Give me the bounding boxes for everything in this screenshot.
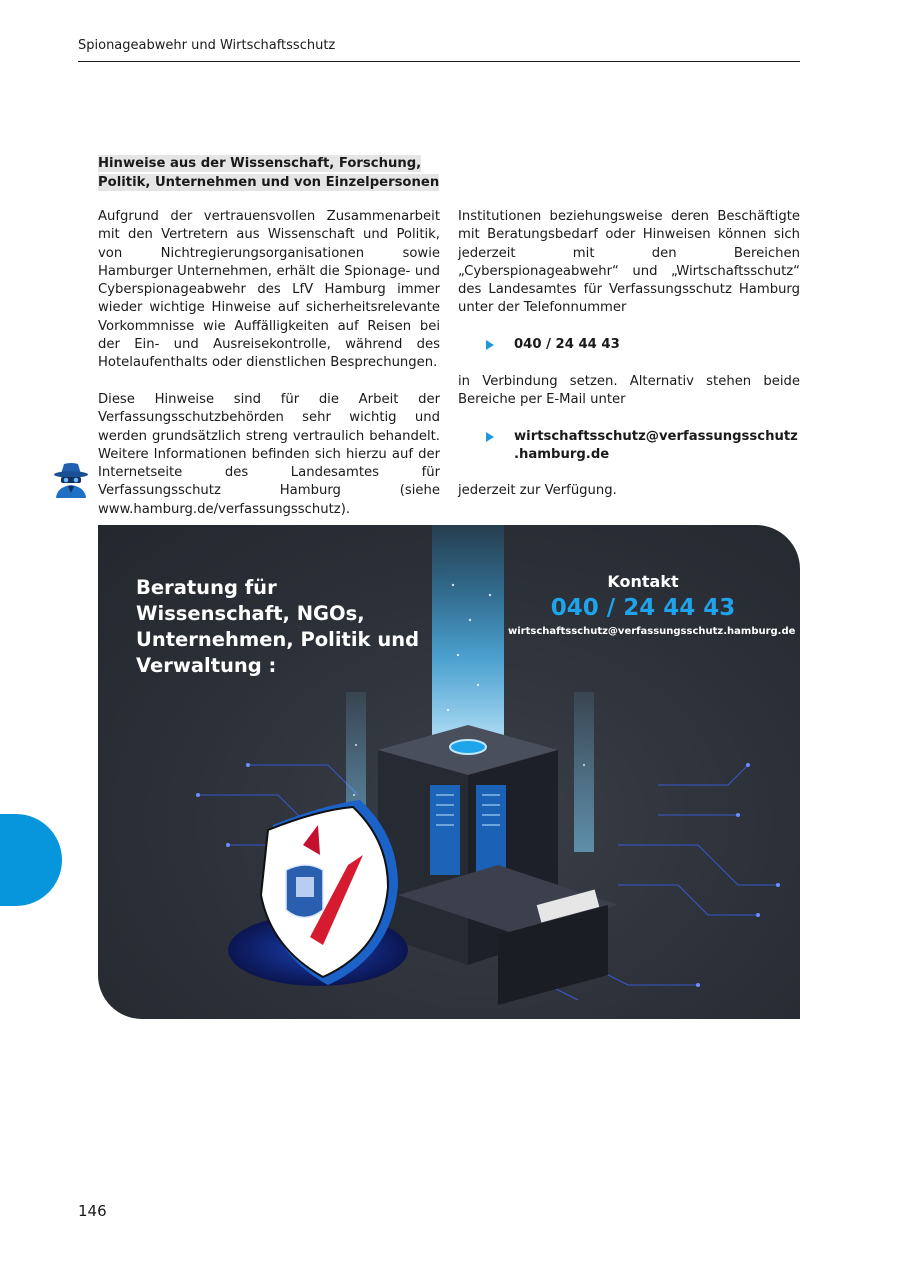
right-paragraph-3: jederzeit zur Verfügung. bbox=[458, 483, 617, 499]
contact-banner bbox=[98, 525, 800, 1019]
running-header: Spionageabwehr und Wirtschaftsschutz bbox=[78, 38, 336, 53]
page-number: 146 bbox=[78, 1202, 107, 1220]
bullet-triangle-icon bbox=[486, 340, 494, 350]
section-heading bbox=[98, 154, 443, 192]
chapter-tab bbox=[0, 814, 62, 906]
right-column bbox=[458, 208, 800, 519]
banner-title: Beratung für Wissenschaft, NGOs, Unternehmen, Politik und Verwaltung : bbox=[136, 576, 420, 677]
header-rule bbox=[78, 61, 800, 62]
left-paragraph-1: Aufgrund der vertrauensvollen Zusammenarbeit mit den Vertretern aus Wissenschaft und Politik, von Nichtregierungsorganisationen sowie Hamburger Unternehmen, erhält die Spionage- und Cyberspionageabwehr des LfV Hamburg immer wieder wichtige Hinweise auf sicherheitsrelevante Vorkommnisse wie Auffälligkeiten auf Reisen bei der Ein- und Ausreisekontrolle, während des Hotelaufenthalts oder dienstlichen Besprechungen. bbox=[98, 209, 440, 371]
email-bullet-text: wirtschaftsschutz@verfassungsschutz.hamburg.de bbox=[514, 428, 798, 462]
email-bullet bbox=[458, 428, 800, 465]
contact-email: wirtschaftsschutz@verfassungsschutz.hamburg.de bbox=[508, 626, 796, 637]
left-paragraph-2: Diese Hinweise sind für die Arbeit der Verfassungsschutzbehörden sehr wichtig und werden grundsätzlich streng vertraulich behandelt. Weitere Informationen befinden sich hierzu auf der Internetseite des Landesamtes für Verfassungsschutz Hamburg (siehe www.hamburg.de/verfassungsschutz). bbox=[98, 391, 440, 517]
phone-bullet bbox=[458, 336, 800, 354]
right-paragraph-1: Institutionen beziehungsweise deren Beschäftigte mit Beratungsbedarf oder Hinweisen können sich jederzeit mit den Bereichen „Cyberspionageabwehr“ und „Wirtschaftsschutz“ des Landesamtes für Verfassungsschutz Hamburg unter der Telefonnummer bbox=[458, 209, 800, 316]
left-column bbox=[98, 208, 440, 537]
contact-block bbox=[508, 571, 796, 641]
spy-agent-icon bbox=[53, 460, 89, 498]
section-heading-text: Hinweise aus der Wissenschaft, Forschung, Politik, Unternehmen und von Einzelpersonen bbox=[98, 156, 440, 190]
bullet-triangle-icon bbox=[486, 432, 494, 442]
contact-label: Kontakt bbox=[607, 572, 679, 591]
right-paragraph-2: in Verbindung setzen. Alternativ stehen beide Bereiche per E-Mail unter bbox=[458, 373, 800, 407]
contact-phone: 040 / 24 44 43 bbox=[550, 595, 736, 621]
phone-bullet-text: 040 / 24 44 43 bbox=[514, 337, 620, 353]
